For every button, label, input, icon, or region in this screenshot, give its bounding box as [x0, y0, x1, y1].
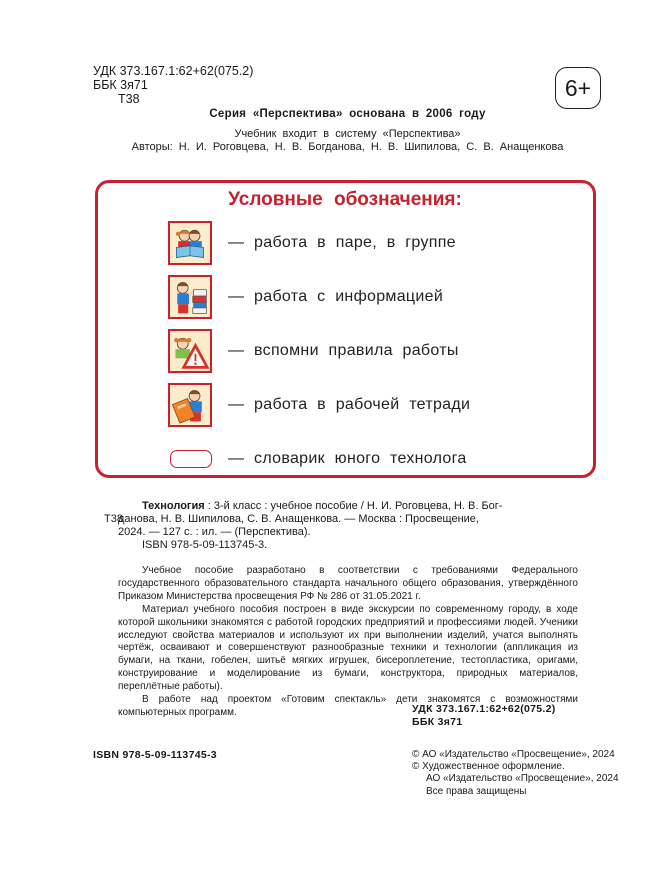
legend-label: — словарик юного технолога	[228, 450, 467, 467]
catalog-author-mark: Т38	[104, 513, 123, 525]
system-line: Учебник входит в систему «Перспектива»	[234, 128, 461, 140]
authors-line: Авторы: Н. И. Роговцева, Н. В. Богданова, Н. В. Шипилова, С. В. Анащенкова	[131, 141, 564, 153]
copyright-block	[412, 749, 619, 798]
copyright-line: © АО «Издательство «Просвещение», 2024	[412, 749, 615, 760]
abstract	[118, 565, 578, 720]
information-work-icon	[168, 275, 212, 319]
udk-block-bottom	[412, 703, 556, 729]
udk-block-top	[93, 64, 253, 106]
catalog-record	[118, 500, 578, 552]
udk-code: УДК 373.167.1:62+62(075.2)	[93, 64, 254, 78]
abstract-paragraph: В работе над проектом «Готовим спектакль» дети знакомятся с возможностями компьютерных программ.	[118, 694, 578, 718]
safety-rules-icon	[168, 329, 212, 373]
abstract-paragraph: Материал учебного пособия построен в виде экскурсии по современному городу, в ходе которой школьники знакомятся с работой городских предприятий и профессиями людей. Ученики исследуют свойства материалов и используют их при выполнении изделий, учатся выполнять чертёж, осваивают и совершенствуют разнообразные техники и технологии (аппликация из бумаги, на ткани, гобелен, шитьё мягких игрушек, бисероплетение, тестопластика, оригами, конструирование и моделирование из бумаги, конструктора, природных материалов, переплётные работы).	[118, 603, 578, 693]
legend-label: — вспомни правила работы	[228, 342, 459, 359]
legend-title: Условные обозначения:	[228, 189, 462, 210]
catalog-isbn: ISBN 978-5-09-113745-3.	[142, 539, 268, 551]
catalog-line-2: данова, Н. В. Шипилова, С. В. Анащенкова. — Москва : Просвещение,	[118, 513, 479, 525]
legend-item-safety-rules	[168, 328, 459, 374]
catalog-line-1: : 3-й класс : учебное пособие / Н. И. Роговцева, Н. В. Бог-	[204, 500, 503, 512]
copyright-line: АО «Издательство «Просвещение», 2024	[426, 773, 619, 785]
legend-label: — работа в рабочей тетради	[228, 396, 471, 413]
legend-item-information	[168, 274, 443, 320]
catalog-title: Технология	[142, 500, 205, 512]
legend-item-pair-work	[168, 220, 456, 266]
copyright-line: © Художественное оформление.	[412, 761, 565, 773]
legend-item-dictionary	[168, 436, 467, 482]
series-line: Серия «Перспектива» основана в 2006 году	[209, 108, 486, 120]
dictionary-frame-icon	[170, 450, 212, 468]
udk-code: УДК 373.167.1:62+62(075.2)	[412, 703, 556, 715]
workbook-icon	[168, 383, 212, 427]
age-rating-badge: 6+	[555, 67, 601, 109]
catalog-line-3: 2024. — 127 с. : ил. — (Перспектива).	[118, 526, 311, 538]
author-mark: Т38	[118, 92, 140, 106]
isbn: ISBN 978-5-09-113745-3	[93, 749, 217, 761]
pair-work-icon	[168, 221, 212, 265]
bbk-code: ББК 3я71	[412, 716, 463, 728]
legend-label: — работа в паре, в группе	[228, 234, 456, 251]
copyright-line: Все права защищены	[426, 785, 527, 797]
bbk-code: ББК 3я71	[93, 78, 148, 92]
legend-label: — работа с информацией	[228, 288, 444, 305]
abstract-paragraph: Учебное пособие разработано в соответствии с требованиями Федерального государственного образовательного стандарта начального общего образования, утверждённого Приказом Министерства просвещения РФ № 286 от 31.05.2021 г.	[118, 565, 578, 602]
legend-item-workbook	[168, 382, 470, 428]
